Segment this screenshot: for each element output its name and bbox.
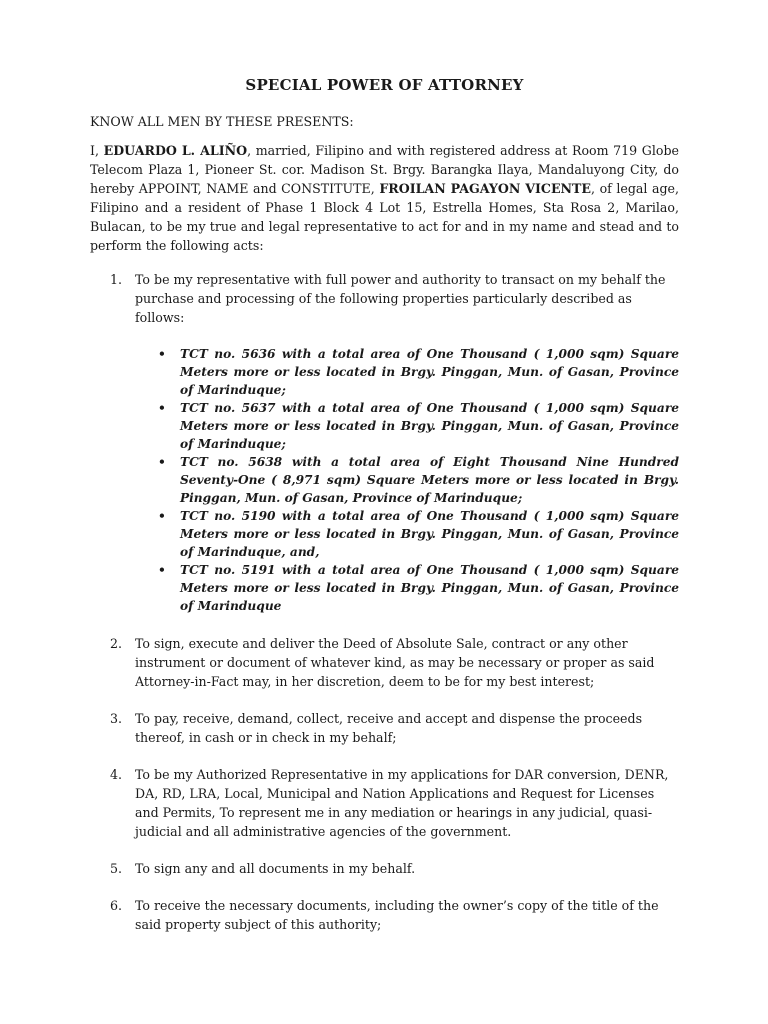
bullet-icon: • <box>158 455 166 469</box>
act-text: To sign, execute and deliver the Deed of Absolute Sale, contract or any other instrument or document of whatever kind, as may be necessary or proper as said Attorney-in-Fact may, in her discretion, deem to be for my best interest; <box>135 636 655 689</box>
property-item <box>135 345 679 399</box>
greeting-line: KNOW ALL MEN BY THESE PRESENTS: <box>90 114 354 129</box>
act-item <box>90 634 679 691</box>
bullet-icon: • <box>158 509 166 523</box>
intro-text-2: , married, Filipino and with registered address at Room 719 Globe Telecom Plaza 1, Pioneer St. cor. Madison St. Brgy. Barangka Ilaya, Mandaluyong City, do hereby APPOINT, NAME and CONSTITUTE, <box>90 143 679 196</box>
intro-text-3: , of legal age, Filipino and a resident of Phase 1 Block 4 Lot 15, Estrella Homes, Sta Rosa 2, Marilao, Bulacan, to be my true and legal representative to act for and in my name and stead and to perform the following acts: <box>90 181 679 253</box>
act-item <box>90 709 679 747</box>
act-text: To receive the necessary documents, including the owner’s copy of the title of the said property subject of this authority; <box>135 898 659 932</box>
act-text: To pay, receive, demand, collect, receive and accept and dispense the proceeds thereof, in cash or in check in my behalf; <box>135 711 643 745</box>
property-text: TCT no. 5638 with a total area of Eight Thousand Nine Hundred Seventy-One ( 8,971 sqm) Square Meters more or less located in Brgy. Pinggan, Mun. of Gasan, Province of Marinduque; <box>180 455 679 505</box>
property-item <box>135 507 679 561</box>
property-item <box>135 561 679 615</box>
document-page <box>90 76 679 934</box>
act-number: 5. <box>110 861 123 876</box>
document-title: SPECIAL POWER OF ATTORNEY <box>245 76 524 94</box>
act-text: To sign any and all documents in my behalf. <box>135 861 416 876</box>
act-item <box>90 896 679 934</box>
intro-paragraph <box>90 141 679 255</box>
act-item <box>90 859 679 878</box>
property-text: TCT no. 5636 with a total area of One Thousand ( 1,000 sqm) Square Meters more or less located in Brgy. Pinggan, Mun. of Gasan, Province of Marinduque; <box>180 347 679 397</box>
act-item <box>90 270 679 615</box>
property-text: TCT no. 5190 with a total area of One Thousand ( 1,000 sqm) Square Meters more or less located in Brgy. Pinggan, Mun. of Gasan, Province of Marinduque, and, <box>180 509 679 559</box>
act-number: 4. <box>110 767 123 782</box>
intro-text-1: I, <box>90 143 104 158</box>
attorney-name: FROILAN PAGAYON VICENTE <box>379 181 592 196</box>
property-text: TCT no. 5191 with a total area of One Thousand ( 1,000 sqm) Square Meters more or less located in Brgy. Pinggan, Mun. of Gasan, Province of Marinduque <box>180 563 679 613</box>
act-number: 6. <box>110 898 123 913</box>
act-text: To be my representative with full power and authority to transact on my behalf the purchase and processing of the following properties particularly described as follows: <box>135 272 666 325</box>
bullet-icon: • <box>158 401 166 415</box>
act-number: 2. <box>110 636 123 651</box>
act-item <box>90 765 679 841</box>
property-list <box>135 345 679 615</box>
bullet-icon: • <box>158 563 166 577</box>
act-number: 1. <box>110 272 123 287</box>
bullet-icon: • <box>158 347 166 361</box>
acts-list <box>90 270 679 934</box>
property-text: TCT no. 5637 with a total area of One Thousand ( 1,000 sqm) Square Meters more or less located in Brgy. Pinggan, Mun. of Gasan, Province of Marinduque; <box>180 401 679 451</box>
act-number: 3. <box>110 711 123 726</box>
property-item <box>135 453 679 507</box>
act-text: To be my Authorized Representative in my applications for DAR conversion, DENR, DA, RD, LRA, Local, Municipal and Nation Applications and Request for Licenses and Permits, To represent me in any mediation or hearings in any judicial, quasi- judicial and all administrative agencies of the government. <box>135 767 669 839</box>
principal-name: EDUARDO L. ALIÑO <box>103 143 248 158</box>
property-item <box>135 399 679 453</box>
